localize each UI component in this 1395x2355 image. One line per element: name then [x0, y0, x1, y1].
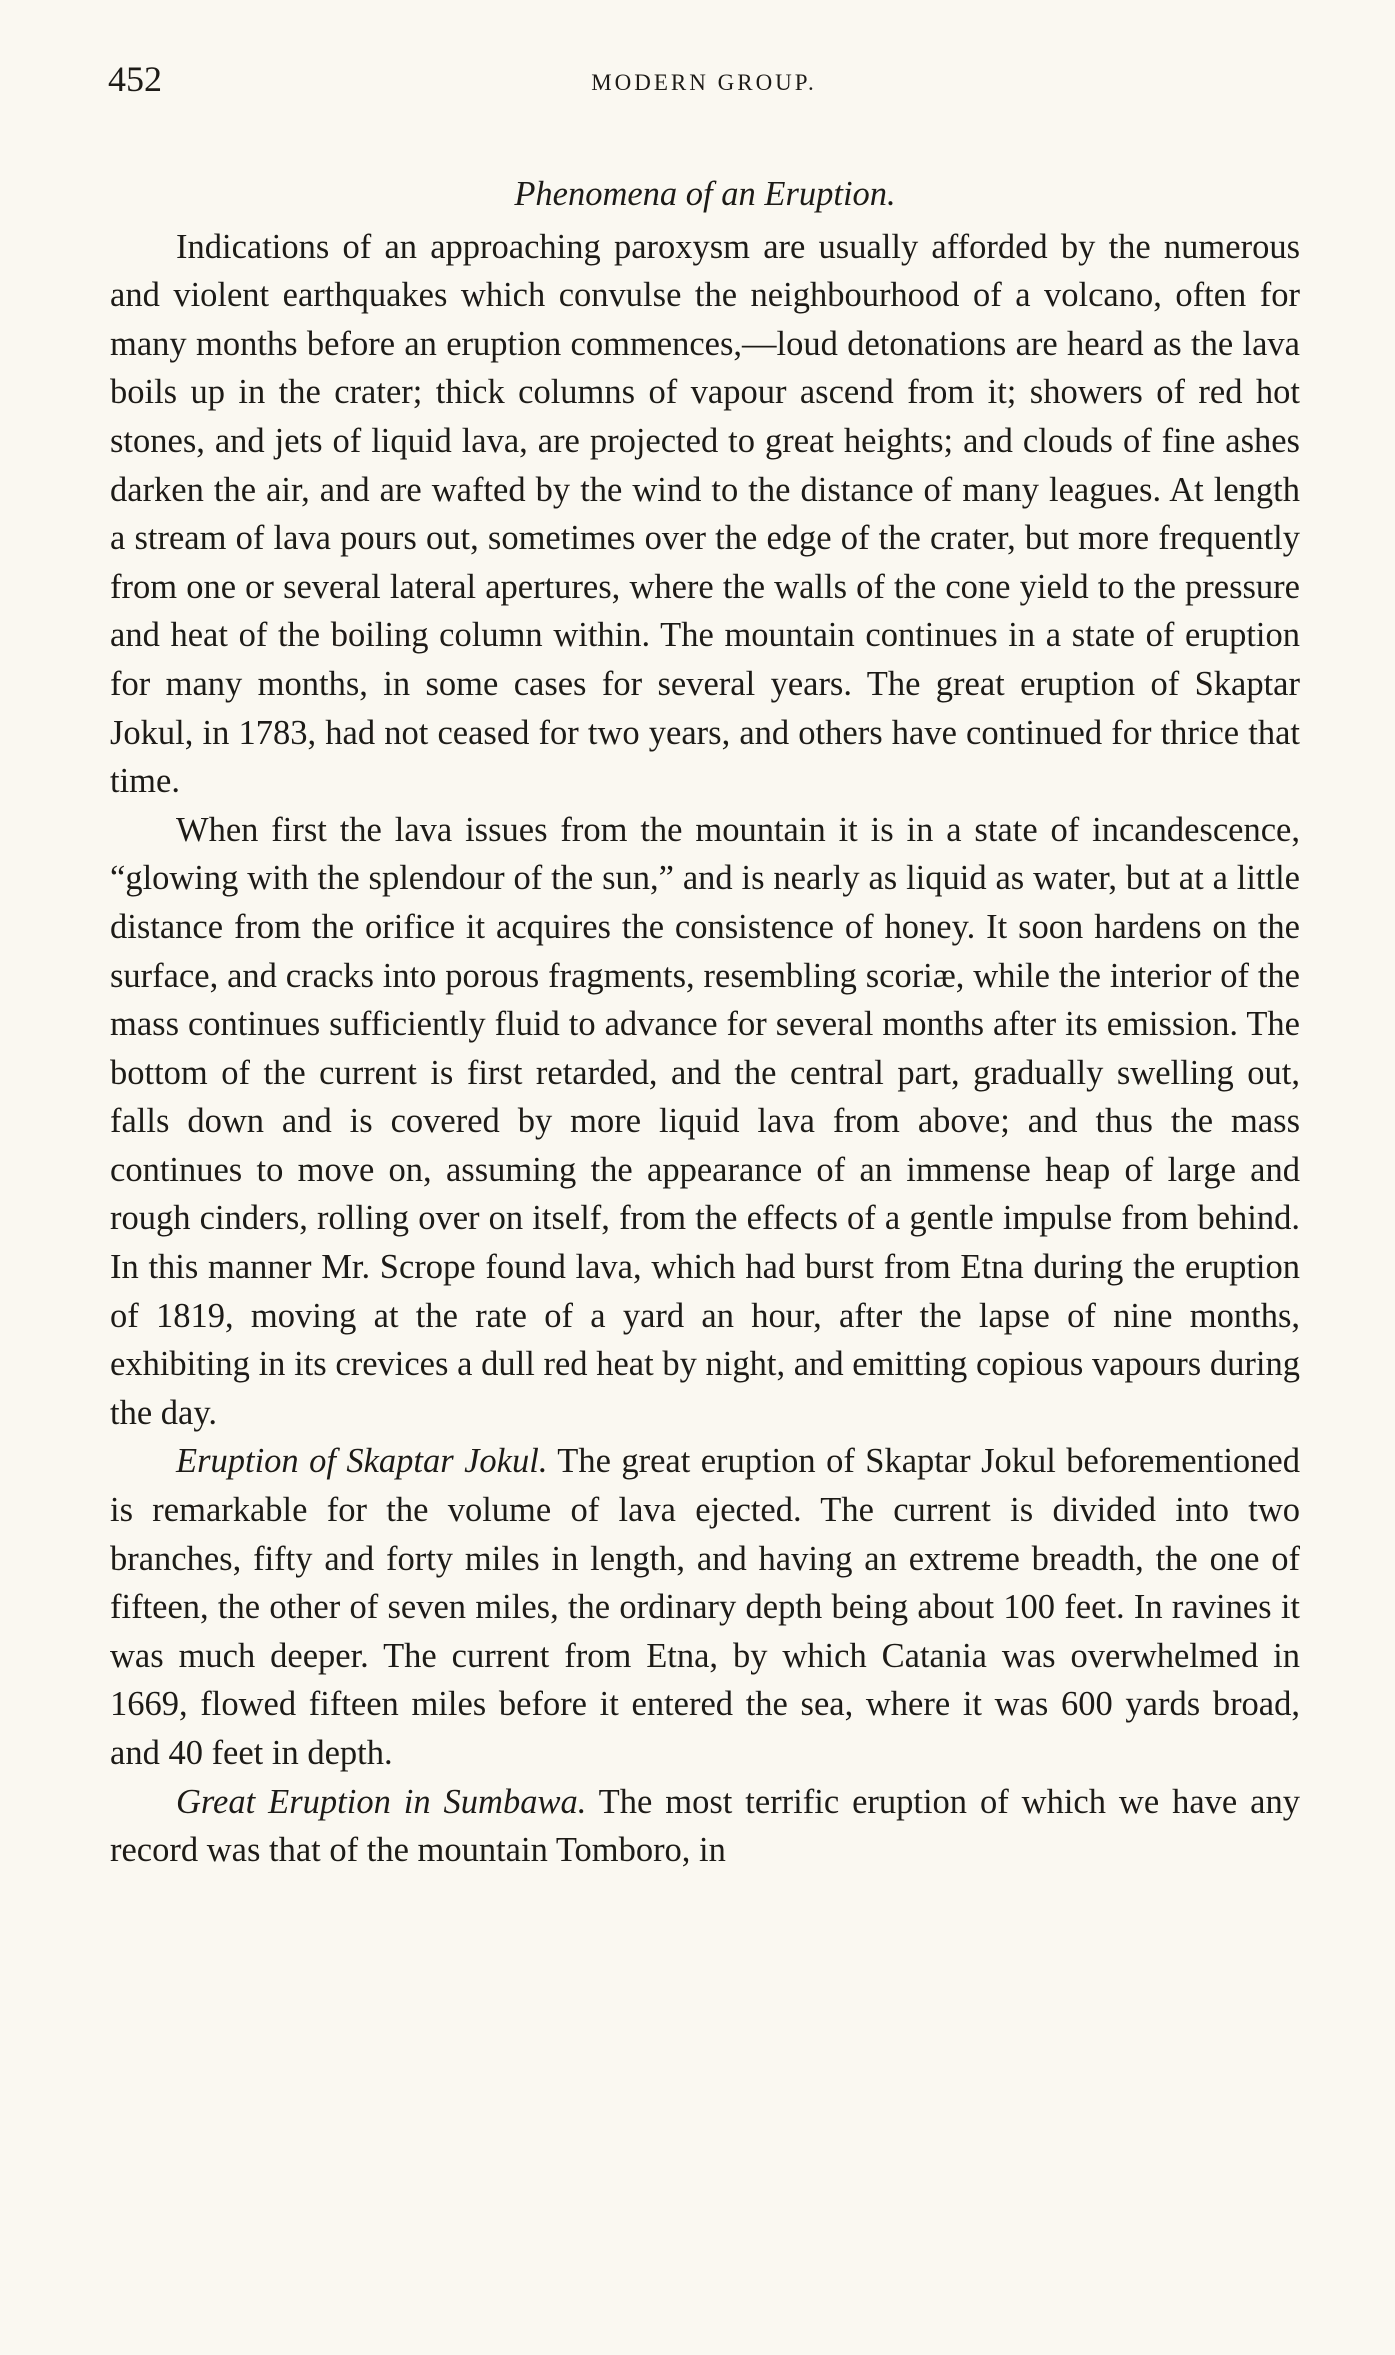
paragraph	[110, 1778, 1300, 1875]
paragraph-subtitle: Eruption of Skaptar Jokul.	[176, 1442, 548, 1481]
paragraph-text: The most terrific eruption of which we have any record was that of the mountain Tomboro, in	[110, 1782, 1300, 1870]
paragraph	[110, 806, 1300, 1438]
paragraph-text: Indications of an approaching paroxysm are usually afforded by the numerous and violent earthquakes which convulse the neighbourhood of a volcano, often for many months before an eruption commences,—loud detonations are heard as the lava boils up in the crater; thick columns of vapour ascend from it; showers of red hot stones, and jets of liquid lava, are projected to great heights; and clouds of fine ashes darken the air, and are wafted by the wind to the distance of many leagues. At length a stream of lava pours out, sometimes over the edge of the crater, but more frequently from one or several lateral apertures, where the walls of the cone yield to the pressure and heat of the boiling column within. The mountain continues in a state of eruption for many months, in some cases for several years. The great eruption of Skaptar Jokul, in 1783, had not ceased for two years, and others have continued for thrice that time.	[110, 227, 1300, 801]
running-head: MODERN GROUP.	[591, 70, 817, 95]
body-text	[110, 170, 1300, 1875]
paragraph-text: The great eruption of Skaptar Jokul beforementioned is remarkable for the volume of lava ejected. The current is divided into two branches, fifty and forty miles in length, and having an extreme breadth, the one of fifteen, the other of seven miles, the ordinary depth being about 100 feet. In ravines it was much deeper. The current from Etna, by which Catania was overwhelmed in 1669, flowed fifteen miles before it entered the sea, where it was 600 yards broad, and 40 feet in depth.	[110, 1442, 1300, 1772]
section-title: Phenomena of an Eruption.	[514, 175, 896, 213]
paragraph	[110, 223, 1300, 806]
page-number: 452	[108, 59, 162, 99]
paragraph-text: When first the lava issues from the mountain it is in a state of incandescence, “glowing with the splendour of the sun,” and is nearly as liquid as water, but at a little distance from the orifice it acquires the consistence of honey. It soon hardens on the surface, and cracks into porous fragments, resembling scoriæ, while the interior of the mass continues sufficiently fluid to advance for several months after its emission. The bottom of the current is first retarded, and the central part, gradually swelling out, falls down and is covered by more liquid lava from above; and thus the mass continues to move on, assuming the appearance of an immense heap of large and rough cinders, rolling over on itself, from the effects of a gentle impulse from behind. In this manner Mr. Scrope found lava, which had burst from Etna during the eruption of 1819, moving at the rate of a yard an hour, after the lapse of nine months, exhibiting in its crevices a dull red heat by night, and emitting copious vapours during the day.	[110, 810, 1300, 1432]
paragraph-subtitle: Great Eruption in Sumbawa.	[176, 1782, 587, 1821]
paragraph	[110, 1437, 1300, 1777]
page-header	[108, 58, 1300, 108]
